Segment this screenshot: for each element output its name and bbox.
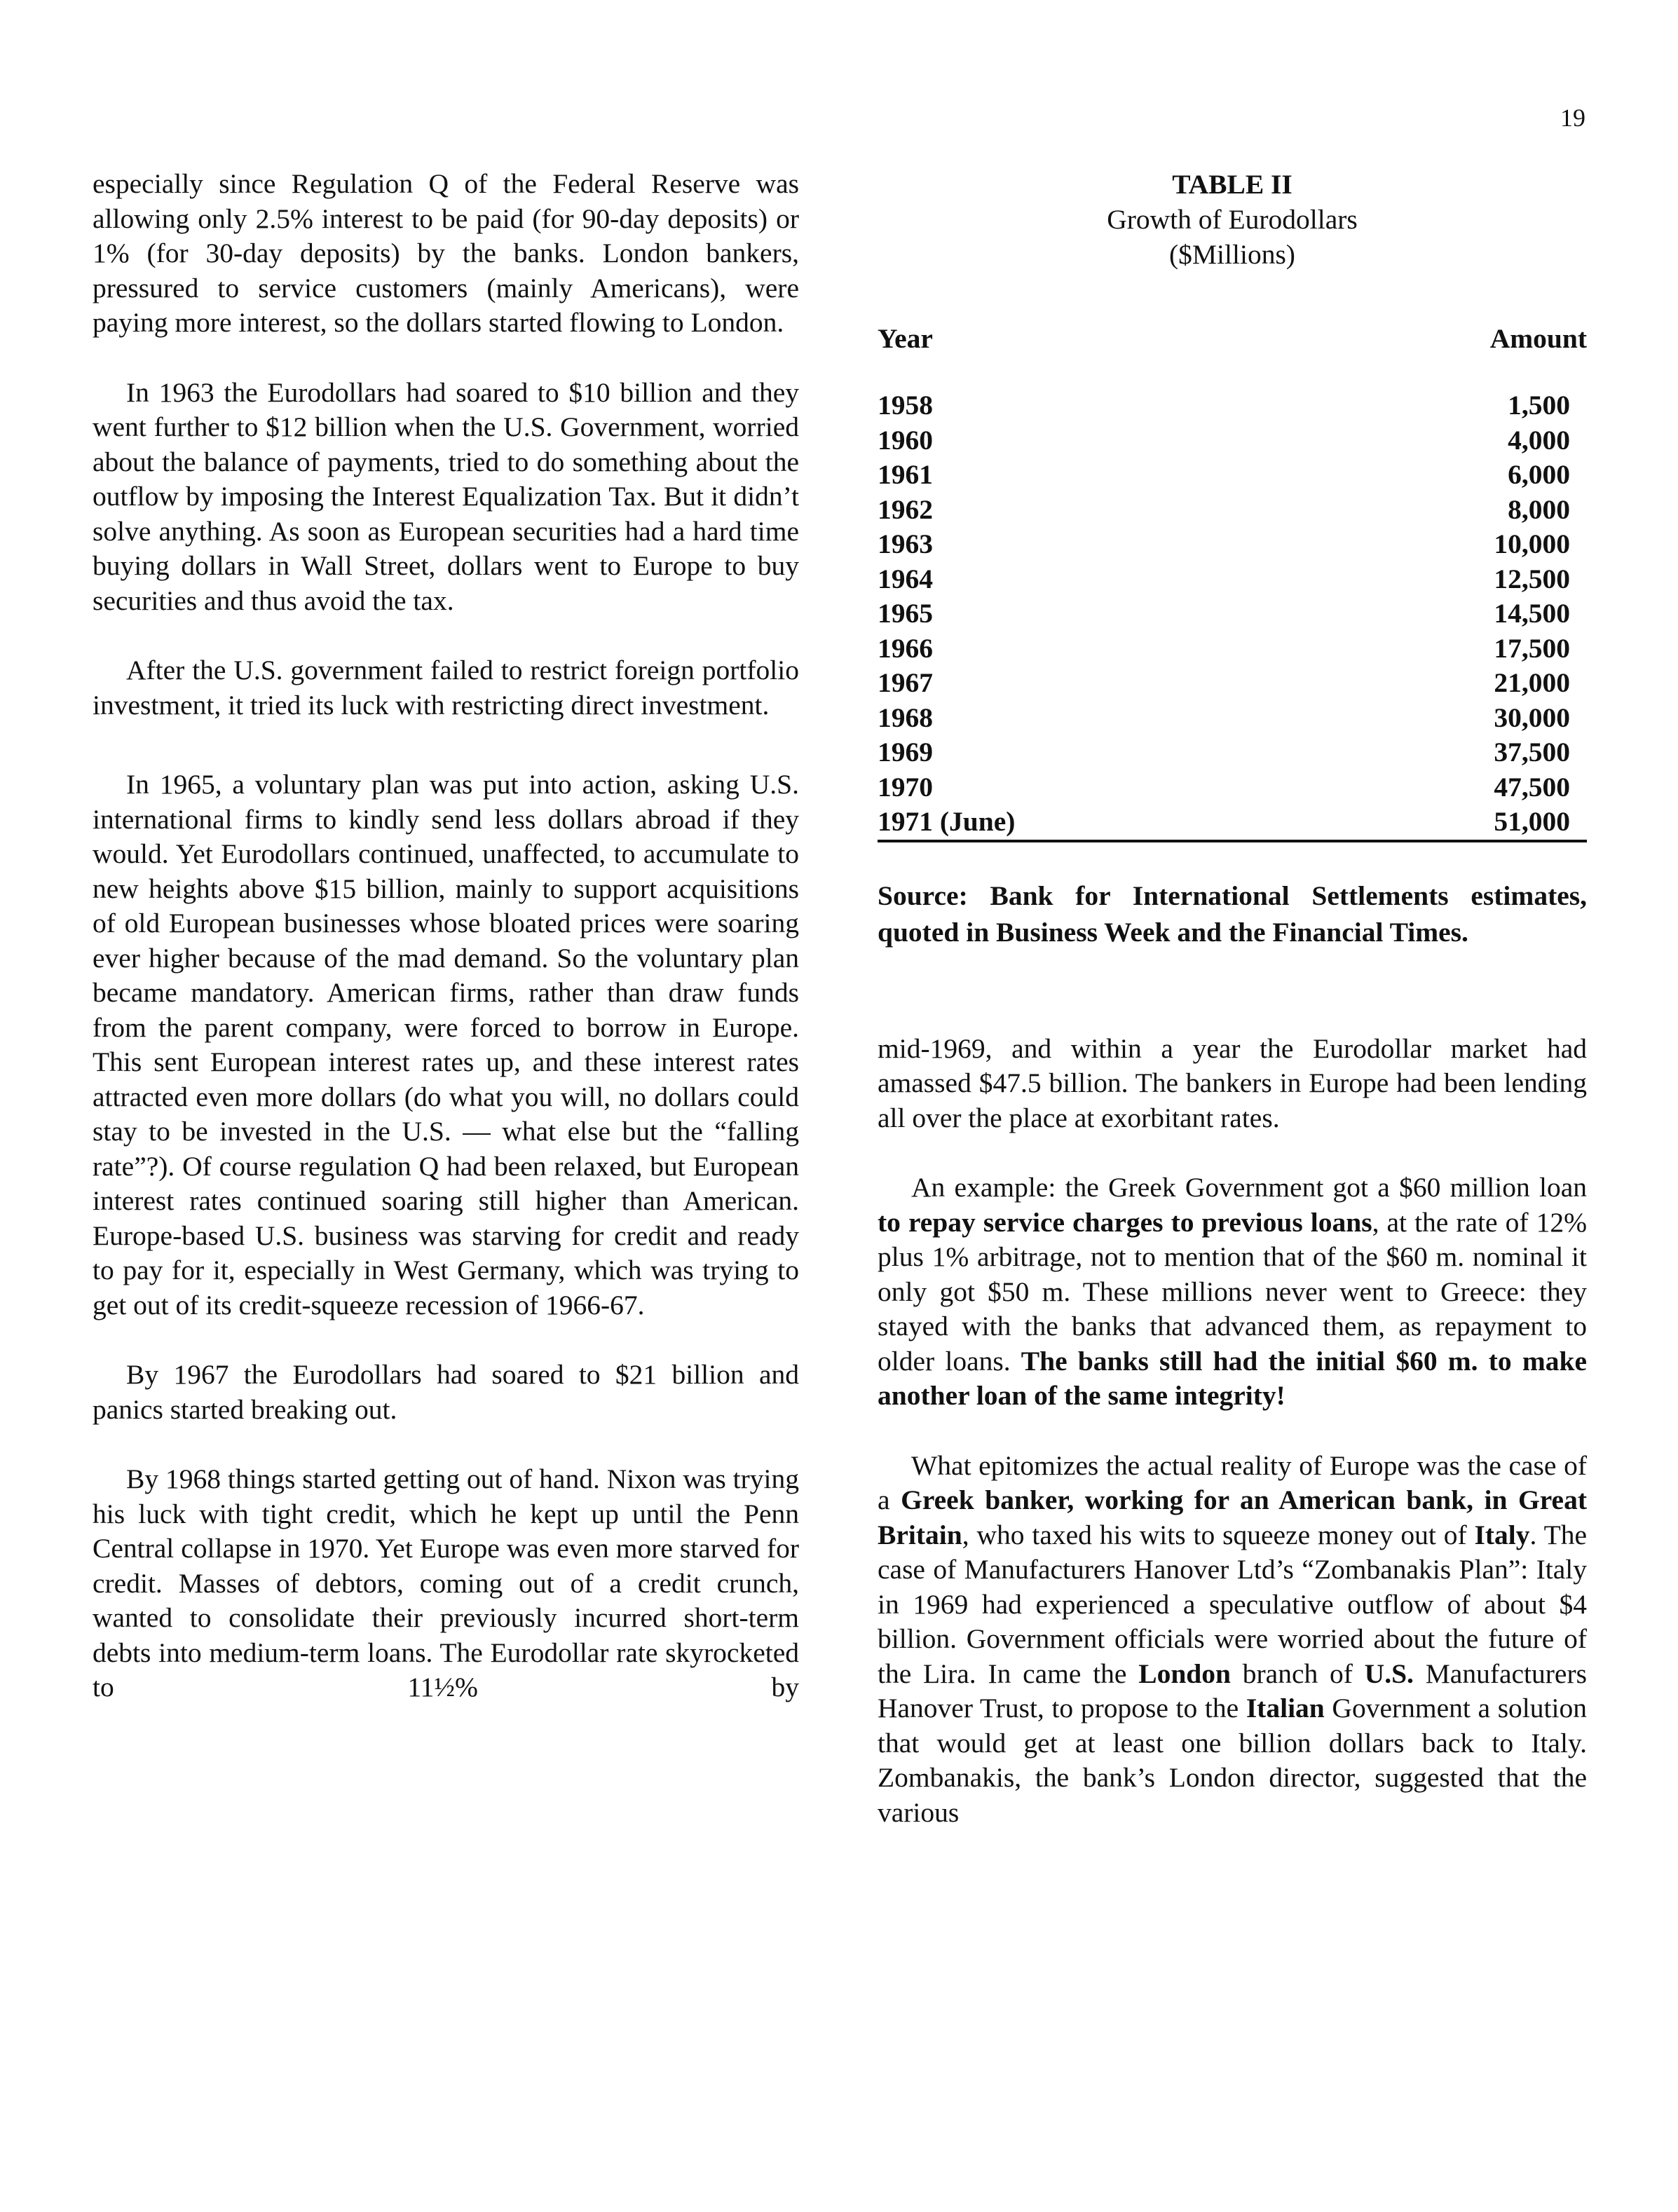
- table-caption: [878, 167, 1587, 272]
- paragraph: After the U.S. government failed to restrict foreign portfolio investment, it tried its luck with restricting direct investment.: [93, 655, 799, 721]
- paragraph: By 1968 things started getting out of hand. Nixon was trying his luck with tight credit, which he kept up until the Penn Central collapse in 1970. Yet Europe was even more starved for credit. Masses of debtors, coming out of a credit crunch, wanted to consolidate their previously incurred short-term debts into medium-term loans. The Eurodollar rate skyrocketed to 11½% by: [93, 1463, 799, 1702]
- table-row: 1968 30,000: [878, 702, 1570, 733]
- page-number: 19: [1560, 104, 1585, 132]
- paragraph: What epitomizes the actual reality of Europe was the case of a Greek banker, working for an American bank, in Great Britain, who taxed his wits to squeeze money out of Italy. The case of Manufacturers Hanover Ltd’s “Zombanakis Plan”: Italy in 1969 had experienced a speculative outflow of about $4 billion. Government officials were worried about the future of the Lira. In came the London branch of U.S. Manufacturers Hanover Trust, to propose to the Italian Government a solution that would get at least one billion dollars back to Italy. Zombanakis, the bank’s London director, suggested that the various: [878, 1449, 1587, 1828]
- table-row: 1958 1,500: [878, 390, 1570, 421]
- table-subtitle: Growth of Eurodollars: [1107, 204, 1358, 235]
- table-row: 1960 4,000: [878, 424, 1570, 456]
- column-header-year: Year: [878, 323, 933, 354]
- table-row: 1967 21,000: [878, 667, 1570, 698]
- paragraph: In 1965, a voluntary plan was put into action, asking U.S. international firms to kindly send less dollars abroad if they would. Yet Eurodollars continued, unaffected, to accumulate to new heights above $15 billion, mainly to support acquisitions of old European businesses whose bloated prices were soaring ever higher because of the mad demand. So the voluntary plan became mandatory. American firms, rather than draw funds from the parent company, were forced to borrow in Europe. This sent European interest rates up, and these interest rates attracted even more dollars (do what you will, no dollars could stay to be invested in the U.S. — what else but the “falling rate”?). Of course regulation Q had been relaxed, but European interest rates continued soaring still higher than American. Europe-based U.S. business was starving for credit and ready to pay for it, especially in West Germany, which was trying to get out of its credit-squeeze recession of 1966-67.: [93, 769, 799, 1320]
- table-row: 1965 14,500: [878, 598, 1570, 629]
- table-row: 1970 47,500: [878, 771, 1570, 803]
- table-row: 1966 17,500: [878, 632, 1570, 664]
- table-row: 1962 8,000: [878, 493, 1570, 525]
- table-source-note: Source: Bank for International Settlements estimates, quoted in Business Week and the Financial Times.: [878, 880, 1587, 948]
- table-row: 1969 37,500: [878, 737, 1570, 767]
- table-units: ($Millions): [1169, 239, 1295, 270]
- table-row: 1971 (June) 51,000: [878, 805, 1587, 841]
- eurodollar-growth-table: [878, 321, 1587, 842]
- table-row: 1963 10,000: [878, 528, 1570, 559]
- left-column: [93, 167, 799, 1705]
- paragraph: especially since Regulation Q of the Federal Reserve was allowing only 2.5% interest to be paid (for 90-day deposits) or 1% (for 30-day deposits) by the banks. London bankers, pressured to service customers (mainly Americans), were paying more interest, so the dollars started flowing to London.: [93, 168, 799, 338]
- column-header-amount: Amount: [1489, 323, 1587, 354]
- paragraph: By 1967 the Eurodollars had soared to $21 billion and panics started breaking out.: [93, 1359, 799, 1425]
- table-title: TABLE II: [1172, 169, 1292, 200]
- right-column: [878, 167, 1587, 1830]
- paragraph: mid-1969, and within a year the Eurodollar market had amassed $47.5 billion. The bankers in Europe had been lending all over the place at exorbitant rates.: [878, 1032, 1587, 1133]
- table-row: 1964 12,500: [878, 563, 1570, 594]
- paragraph: In 1963 the Eurodollars had soared to $10 billion and they went further to $12 billion when the U.S. Government, worried about the balance of payments, tried to do something about the outflow by imposing the Interest Equalization Tax. But it didn’t solve anything. As soon as European securities had a hard time buying dollars in Wall Street, dollars went to Europe to buy securities and thus avoid the tax.: [93, 376, 799, 616]
- table-row: 1961 6,000: [878, 459, 1570, 490]
- paragraph: An example: the Greek Government got a $60 million loan to repay service charges to previous loans, at the rate of 12% plus 1% arbitrage, not to mention that of the $60 m. nominal it only got $50 m. These millions never went to Greece: they stayed with the banks that advanced them, as repayment to older loans. The banks still had the initial $60 m. to make another loan of the same integrity!: [878, 1172, 1587, 1411]
